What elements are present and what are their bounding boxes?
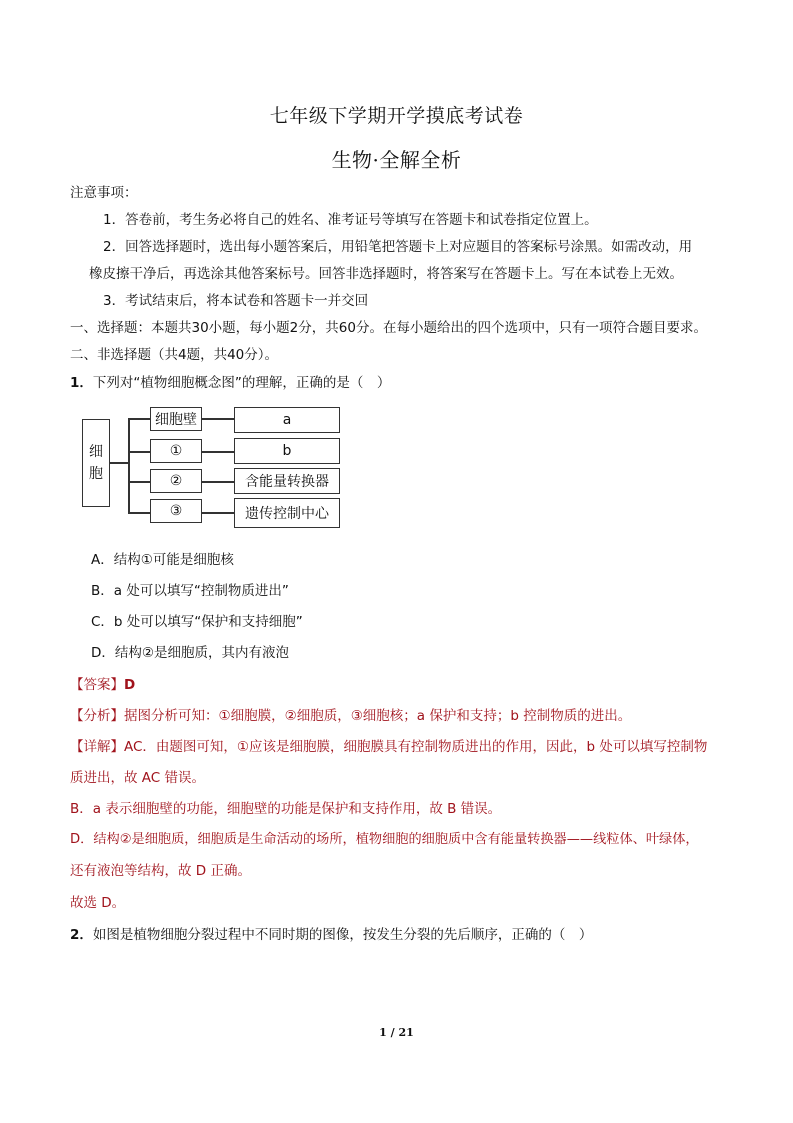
diagram-root-cell: 细 胞 xyxy=(82,419,110,507)
doc-title: 七年级下学期开学摸底考试卷 xyxy=(269,105,524,127)
detail-line-2: 质进出，故 AC 错误。 xyxy=(70,770,206,786)
diagram-node-3: ③ xyxy=(150,499,202,523)
detail-label: 【详解】 xyxy=(70,739,124,755)
diagram-blank-b: b xyxy=(234,438,340,464)
question-2-text: 如图是植物细胞分裂过程中不同时期的图像，按发生分裂的先后顺序，正确的（ ） xyxy=(92,927,593,943)
analysis-line xyxy=(70,707,631,725)
diagram-label-genetic-center: 遗传控制中心 xyxy=(234,498,340,528)
answer-line xyxy=(70,676,135,694)
detail-line-3: B．a 表示细胞壁的功能，细胞壁的功能是保护和支持作用，故 B 错误。 xyxy=(70,801,502,817)
diagram-connector xyxy=(128,418,150,420)
diagram-connector xyxy=(202,512,234,514)
answer-value: D xyxy=(124,677,136,693)
diagram-connector xyxy=(128,418,130,513)
diagram-connector xyxy=(128,512,150,514)
notice-item-3: 3．考试结束后，将本试卷和答题卡一并交回 xyxy=(103,293,369,309)
notice-item-2-cont: 橡皮擦干净后，再选涂其他答案标号。回答非选择题时，将答案写在答题卡上。写在本试卷上无效。 xyxy=(89,266,683,282)
section-two: 二、非选择题（共4题，共40分）。 xyxy=(70,347,279,363)
diagram-blank-a: a xyxy=(234,407,340,433)
doc-subtitle: 生物·全解全析 xyxy=(331,148,462,172)
diagram-connector xyxy=(128,481,150,483)
notice-item-1: 1．答卷前，考生务必将自己的姓名、准考证号等填写在答题卡和试卷指定位置上。 xyxy=(103,212,598,228)
option-a: A．结构①可能是细胞核 xyxy=(91,552,234,568)
conclusion-line: 故选 D。 xyxy=(70,895,126,911)
notice-heading: 注意事项： xyxy=(70,185,138,201)
diagram-connector xyxy=(202,418,234,420)
option-b: B．a 处可以填写“控制物质进出” xyxy=(91,583,289,599)
diagram-connector xyxy=(202,451,234,453)
analysis-text: 据图分析可知：①细胞膜，②细胞质，③细胞核；a 保护和支持；b 控制物质的进出。 xyxy=(124,708,632,724)
section-one: 一、选择题：本题共30小题，每小题2分，共60分。在每小题给出的四个选项中，只有一项符合题目要求。 xyxy=(70,320,707,336)
question-1-text: 下列对“植物细胞概念图”的理解，正确的是（ ） xyxy=(92,375,391,391)
detail-line-1 xyxy=(70,738,707,756)
detail-text-1: AC．由题图可知，①应该是细胞膜，细胞膜具有控制物质进出的作用，因此，b 处可以填写控制物 xyxy=(124,739,708,755)
question-2-stem xyxy=(70,926,592,944)
question-2-number: 2． xyxy=(70,927,93,943)
detail-line-4: D．结构②是细胞质，细胞质是生命活动的场所，植物细胞的细胞质中含有能量转换器——线粒体、叶绿体， xyxy=(70,832,699,847)
answer-label: 【答案】 xyxy=(70,677,124,693)
question-1-number: 1． xyxy=(70,375,93,391)
diagram-connector xyxy=(110,462,128,464)
option-d: D．结构②是细胞质，其内有液泡 xyxy=(91,645,289,661)
diagram-node-cell-wall: 细胞壁 xyxy=(150,407,202,431)
diagram-node-2: ② xyxy=(150,469,202,493)
notice-item-2: 2．回答选择题时，选出每小题答案后，用铅笔把答题卡上对应题目的答案标号涂黑。如需改动，用 xyxy=(103,239,693,255)
detail-line-5: 还有液泡等结构，故 D 正确。 xyxy=(70,863,251,879)
diagram-node-1: ① xyxy=(150,439,202,463)
cell-concept-diagram xyxy=(78,405,344,530)
diagram-label-energy: 含能量转换器 xyxy=(234,468,340,494)
diagram-connector xyxy=(128,451,150,453)
page-number: 1 / 21 xyxy=(379,1026,414,1039)
option-c: C．b 处可以填写“保护和支持细胞” xyxy=(91,614,303,630)
diagram-connector xyxy=(202,481,234,483)
question-1-stem xyxy=(70,374,390,392)
analysis-label: 【分析】 xyxy=(70,708,124,724)
